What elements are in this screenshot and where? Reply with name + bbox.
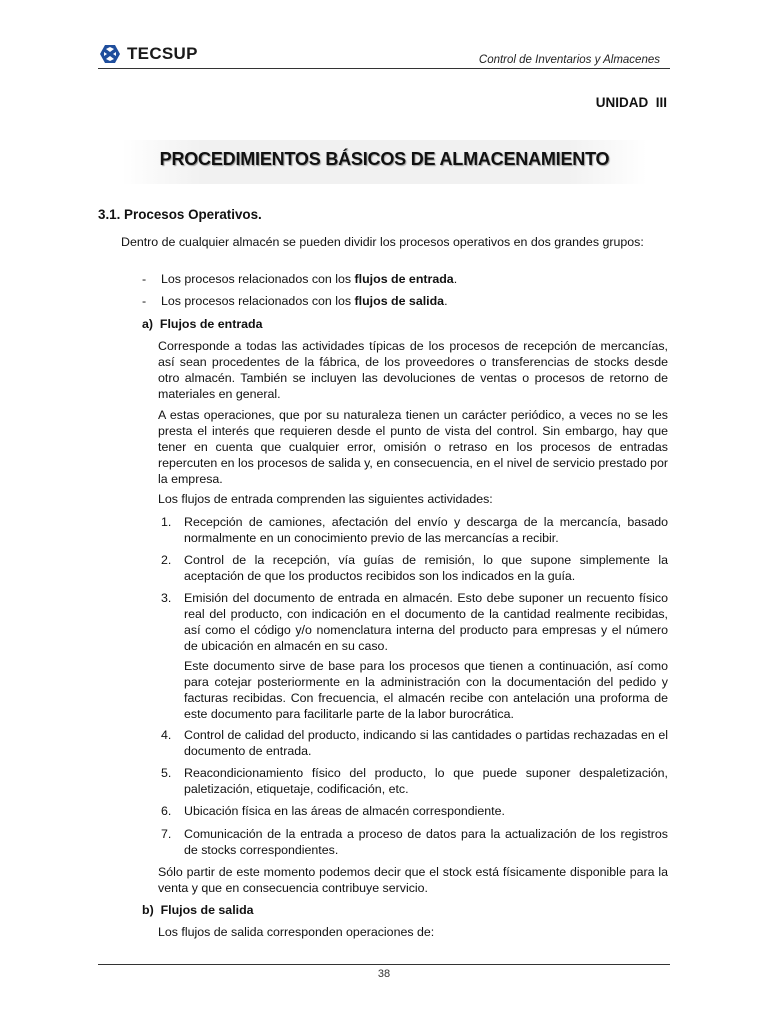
chapter-title-banner	[122, 140, 647, 184]
list-item: Ubicación física en las áreas de almacén correspondiente.	[184, 804, 505, 818]
list-number: 4.	[161, 728, 172, 742]
list-item: Control de calidad del producto, indicando si las cantidades o partidas rechazadas en el documento de entrada.	[184, 728, 668, 758]
paragraph: Los flujos de entrada comprenden las siguientes actividades:	[158, 492, 493, 506]
list-item: Emisión del documento de entrada en almacén. Esto debe suponer un recuento físico real del producto, con indicación en el documento de la cantidad realmente recibidas, así como el código y/o nomenclatura interna del producto para empresas y el número de ubicación en almacén en su caso.	[184, 591, 668, 653]
list-item-suffix: .	[453, 272, 458, 286]
list-dash: -	[142, 294, 147, 308]
intro-paragraph: Dentro de cualquier almacén se pueden dividir los procesos operativos en dos grandes grupos:	[121, 235, 644, 249]
paragraph: Sólo partir de este momento podemos decir que el stock está físicamente disponible para la venta y que en consecuencia contribuye servicio.	[158, 865, 668, 895]
list-number: 3.	[161, 591, 172, 605]
list-number: 2.	[161, 553, 172, 567]
list-item-bold: flujos de entrada	[354, 272, 454, 286]
list-item: Comunicación de la entrada a proceso de datos para la actualización de los registros de stocks correspondientes.	[184, 827, 668, 857]
list-number: 5.	[161, 766, 172, 780]
page-number: 38	[377, 968, 391, 980]
header-divider	[98, 68, 670, 69]
list-item: Reacondicionamiento físico del producto, lo que puede suponer despaletización, paletización, etiquetaje, codificación, etc.	[184, 766, 668, 796]
tecsup-logo-icon	[98, 43, 122, 65]
subheading-outflows: b) Flujos de salida	[142, 903, 254, 917]
paragraph: A estas operaciones, que por su naturaleza tienen un carácter periódico, a veces no se les presta el interés que requieren desde el punto de vista del control. Sin embargo, hay que tener en cuenta que cualquier error, omisión o retraso en los procesos de entradas repercuten en los procesos de salida y, en consecuencia, en el nivel de servicio prestado por la empresa.	[158, 408, 668, 486]
list-number: 1.	[161, 515, 172, 529]
paragraph: Los flujos de salida corresponden operaciones de:	[158, 925, 435, 939]
list-item	[161, 271, 457, 287]
company-logo	[98, 42, 218, 66]
list-item-text: Los procesos relacionados con los	[161, 294, 355, 308]
list-item	[161, 293, 448, 309]
unit-label: UNIDAD III	[595, 95, 667, 110]
list-dash: -	[142, 272, 147, 286]
list-item-text: Los procesos relacionados con los	[161, 272, 355, 286]
chapter-title: PROCEDIMIENTOS BÁSICOS DE ALMACENAMIENTO	[159, 149, 610, 169]
section-heading: 3.1. Procesos Operativos.	[98, 207, 262, 222]
list-item: Recepción de camiones, afectación del envío y descarga de la mercancía, basado normalmente en un conocimiento previo de las mercancías a recibir.	[184, 515, 668, 545]
list-item: Control de la recepción, vía guías de remisión, lo que supone simplemente la aceptación de que los productos recibidos son los indicados en la guía.	[184, 553, 668, 583]
list-item-continuation: Este documento sirve de base para los procesos que tienen a continuación, así como para cotejar posteriormente en la administración con la documentación del pedido y facturas recibidas. Con frecuencia, el almacén recibe con antelación una proforma de este documento para facilitarle parte de la labor burocrática.	[184, 659, 668, 721]
list-item-suffix: .	[444, 294, 448, 308]
subheading-inflows: a) Flujos de entrada	[142, 317, 263, 331]
document-title: Control de Inventarios y Almacenes	[478, 54, 660, 66]
footer-divider	[98, 964, 670, 965]
list-item-bold: flujos de salida	[354, 294, 445, 308]
list-number: 7.	[161, 827, 172, 841]
paragraph: Corresponde a todas las actividades típicas de los procesos de recepción de mercancías, así sean procedentes de la fábrica, de los proveedores o transferencias de stocks desde otro almacén. También se incluyen las devoluciones de ventas o procesos de retorno de materiales en general.	[158, 339, 668, 401]
logo-text: TECSUP	[127, 44, 198, 63]
list-number: 6.	[161, 804, 172, 818]
